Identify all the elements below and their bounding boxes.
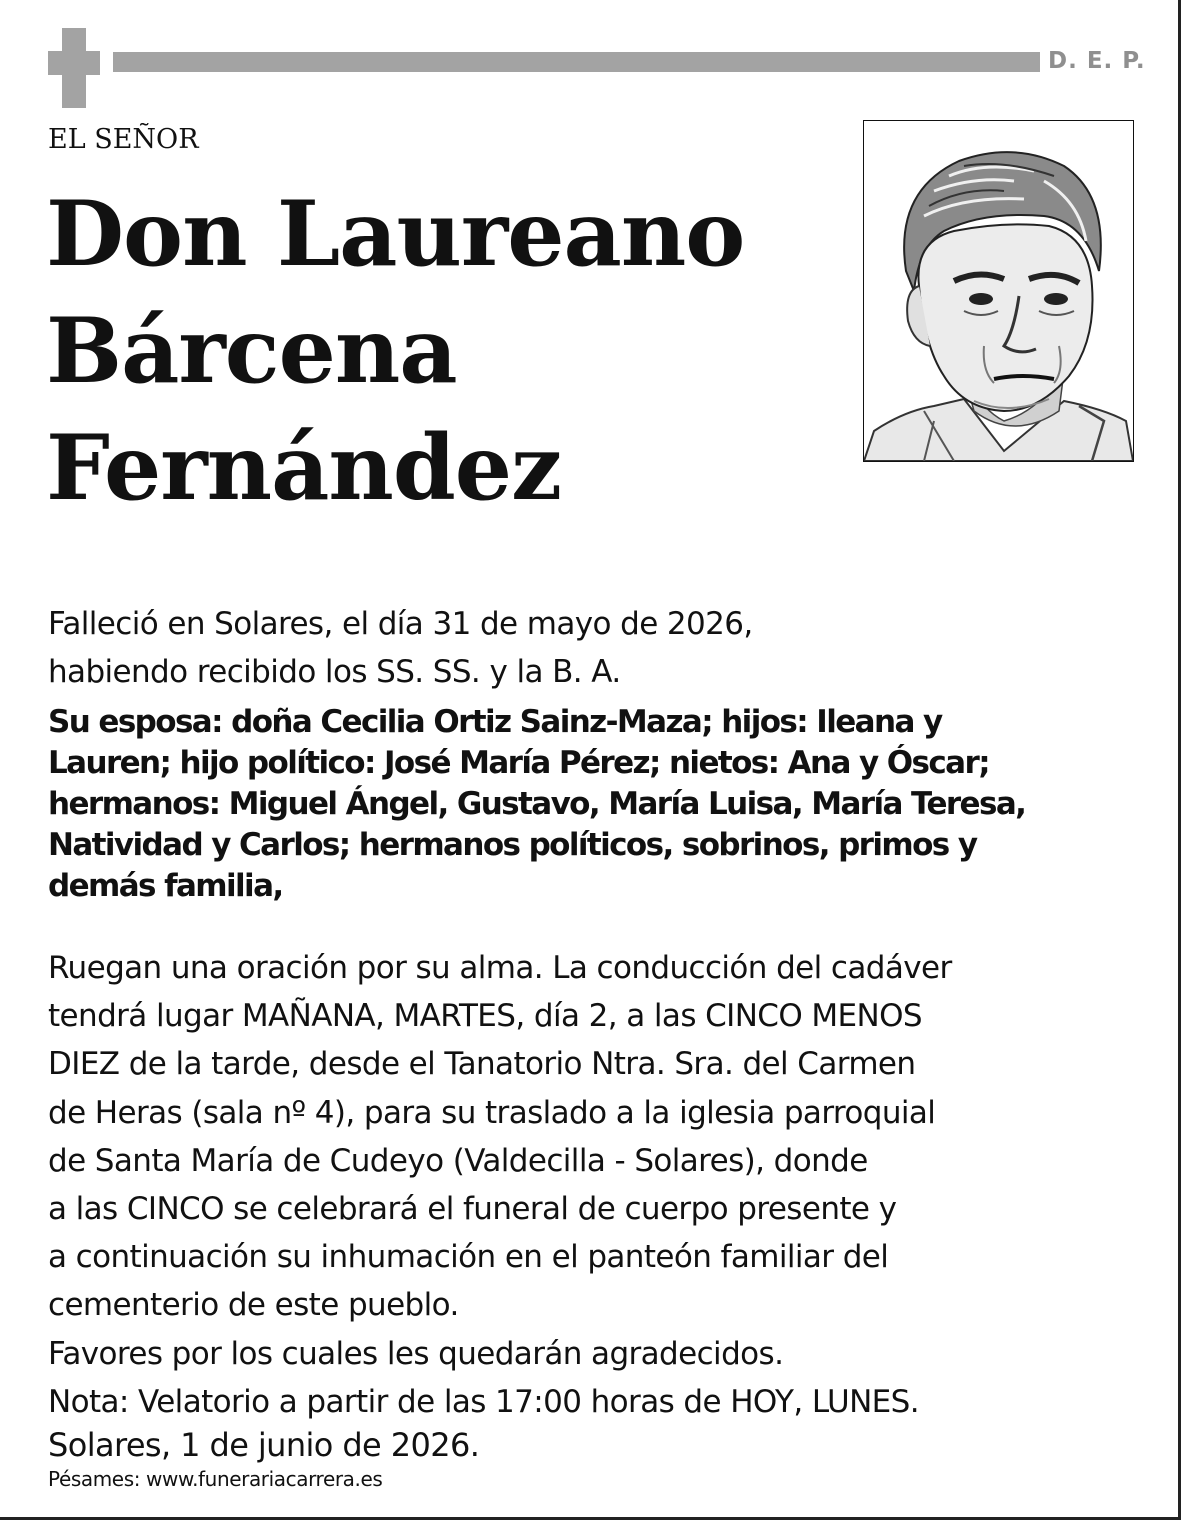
service-line: a las CINCO se celebrará el funeral de cuerpo presente y <box>48 1191 897 1228</box>
deceased-name <box>46 176 846 527</box>
service-line: a continuación su inhumación en el panteón familiar del <box>48 1239 889 1276</box>
service-line: de Heras (sala nº 4), para su traslado a la iglesia parroquial <box>48 1094 936 1131</box>
death-notice <box>48 600 1138 696</box>
title-prefix: EL SEÑOR <box>48 124 199 155</box>
death-notice-line: Falleció en Solares, el día 31 de mayo de 2026, <box>48 606 753 642</box>
name-line: Don Laureano <box>46 181 745 287</box>
family-list <box>48 702 1138 907</box>
name-line: Fernández <box>46 415 562 521</box>
family-line: Su esposa: doña Cecilia Ortiz Sainz-Maza; hijos: Ileana y <box>48 704 942 740</box>
family-line: hermanos: Miguel Ángel, Gustavo, María Luisa, María Teresa, <box>48 786 1026 822</box>
family-line: demás familia, <box>48 868 283 904</box>
service-line: DIEZ de la tarde, desde el Tanatorio Ntra. Sra. del Carmen <box>48 1046 916 1083</box>
service-line: cementerio de este pueblo. <box>48 1287 459 1324</box>
service-line: tendrá lugar MAÑANA, MARTES, día 2, a las CINCO MENOS <box>48 998 922 1035</box>
service-line: de Santa María de Cudeyo (Valdecilla - Solares), donde <box>48 1142 868 1179</box>
service-details <box>48 944 1138 1426</box>
condolences-link: Pésames: www.funerariacarrera.es <box>48 1467 383 1491</box>
service-line: Ruegan una oración por su alma. La conducción del cadáver <box>48 950 952 986</box>
portrait-photo <box>863 120 1134 462</box>
family-line: Lauren; hijo político: José María Pérez; nietos: Ana y Óscar; <box>48 745 989 781</box>
death-notice-line: habiendo recibido los SS. SS. y la B. A. <box>48 654 621 690</box>
portrait-icon <box>864 121 1133 461</box>
family-line: Natividad y Carlos; hermanos políticos, sobrinos, primos y <box>48 827 977 863</box>
name-line: Bárcena <box>46 298 457 404</box>
place-date: Solares, 1 de junio de 2026. <box>48 1426 480 1464</box>
service-line: Nota: Velatorio a partir de las 17:00 horas de HOY, LUNES. <box>48 1383 919 1420</box>
cross-icon <box>48 28 100 108</box>
header-rule <box>113 52 1040 72</box>
dep-label: D. E. P. <box>1048 48 1146 74</box>
service-line: Favores por los cuales les quedarán agradecidos. <box>48 1335 784 1372</box>
